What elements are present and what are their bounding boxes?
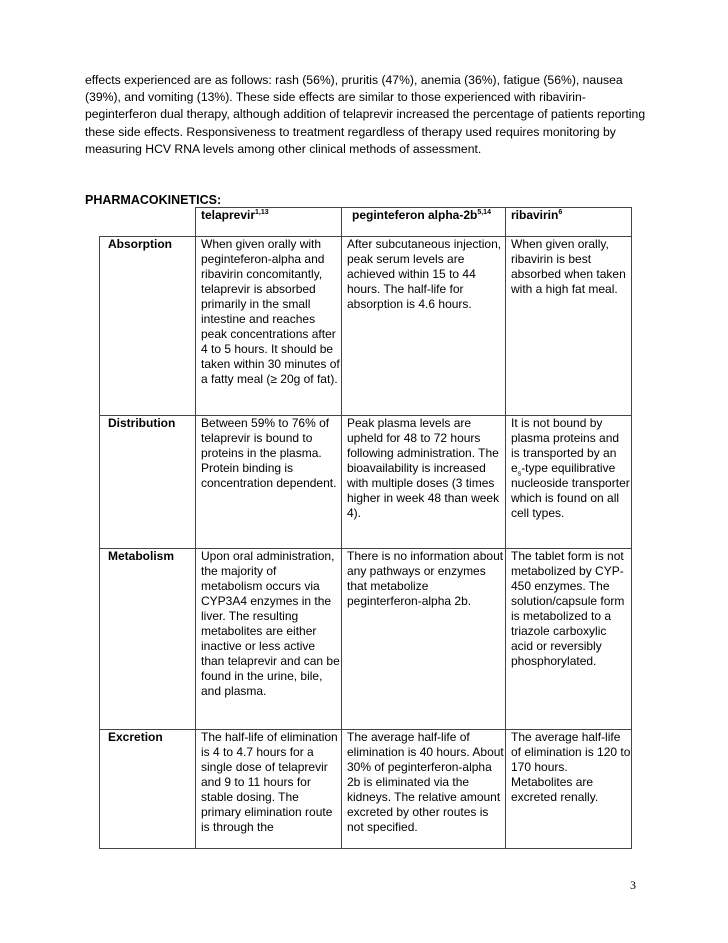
cell-telaprevir: Upon oral administration, the majority of metabolism occurs via CYP3A4 enzymes in the liver. The resulting metabolites are either inactive or less active than telaprevir and can be found in the urine, bile, and plasma.	[196, 549, 342, 730]
cell-ribavirin-subscript: s	[517, 470, 522, 478]
cell-ribavirin: The average half-life of elimination is 120 to 170 hours. Metabolites are excreted renally.	[506, 730, 632, 849]
page-number: 3	[630, 878, 636, 892]
header-peginterferon-label: peginteferon alpha-2b	[352, 208, 478, 222]
row-label-metabolism: Metabolism	[100, 549, 196, 730]
header-telaprevir-label: telaprevir	[201, 208, 256, 222]
header-ribavirin-label: ribavirin	[511, 208, 559, 222]
intro-paragraph	[85, 72, 655, 158]
pharmacokinetics-table	[99, 207, 632, 849]
table-header-row	[100, 208, 632, 237]
header-peginterferon-ref: 5,14	[477, 209, 491, 216]
row-label-distribution: Distribution	[100, 416, 196, 549]
cell-ribavirin: When given orally, ribavirin is best absorbed when taken with a high fat meal.	[506, 237, 632, 416]
table-row	[100, 730, 632, 849]
cell-ribavirin	[506, 416, 632, 549]
cell-telaprevir: The half-life of elimination is 4 to 4.7 hours for a single dose of telaprevir and 9 to 11 hours for stable dosing. The primary elimination route is through the	[196, 730, 342, 849]
header-telaprevir-ref: 1,13	[255, 209, 269, 216]
cell-ribavirin: The tablet form is not metabolized by CYP-450 enzymes. The solution/capsule form is metabolized to a triazole carboxylic acid or reversibly phosphorylated.	[506, 549, 632, 730]
cell-peginterferon: Peak plasma levels are upheld for 48 to 72 hours following administration. The bioavailability is increased with multiple doses (3 times higher in week 48 than week 4).	[342, 416, 506, 549]
cell-peginterferon: There is no information about any pathways or enzymes that metabolize peginterferon-alpha 2b.	[342, 549, 506, 730]
cell-telaprevir: Between 59% to 76% of telaprevir is bound to proteins in the plasma. Protein binding is concentration dependent.	[196, 416, 342, 549]
row-label-absorption: Absorption	[100, 237, 196, 416]
table-row	[100, 549, 632, 730]
header-ribavirin-ref: 6	[558, 209, 563, 216]
cell-peginterferon: The average half-life of elimination is 40 hours. About 30% of peginterferon-alpha 2b is eliminated via the kidneys. The relative amount excreted by other routes is not specified.	[342, 730, 506, 849]
cell-peginterferon: After subcutaneous injection, peak serum levels are achieved within 15 to 44 hours. The half-life for absorption is 4.6 hours.	[342, 237, 506, 416]
cell-ribavirin-text-post: -type equilibrative nucleoside transporter which is found on all cell types.	[511, 461, 630, 520]
header-telaprevir	[196, 208, 342, 237]
header-ribavirin	[506, 208, 632, 237]
table-row	[100, 416, 632, 549]
table-row	[100, 237, 632, 416]
cell-ribavirin-text-pre: It is not bound by plasma proteins and is transported by an e	[511, 416, 620, 475]
section-title: PHARMACOKINETICS:	[85, 193, 222, 207]
header-blank-cell	[100, 208, 196, 237]
row-label-excretion: Excretion	[100, 730, 196, 849]
header-peginterferon	[342, 208, 506, 237]
intro-text: effects experienced are as follows: rash (56%), pruritis (47%), anemia (36%), fatigue (56%), nausea (39%), and vomiting (13%). These side effects are similar to those experienced with ribavirin-peginterferon dual therapy, although addition of telaprevir increased the percentage of patients reporting these side effects. Responsiveness to treatment regardless of therapy used requires monitoring by measuring HCV RNA levels among other clinical methods of assessment.	[85, 73, 646, 156]
cell-telaprevir: When given orally with peginteferon-alpha and ribavirin concomitantly, telaprevir is absorbed primarily in the small intestine and reaches peak concentrations after 4 to 5 hours. It should be taken within 30 minutes of a fatty meal (≥ 20g of fat).	[196, 237, 342, 416]
